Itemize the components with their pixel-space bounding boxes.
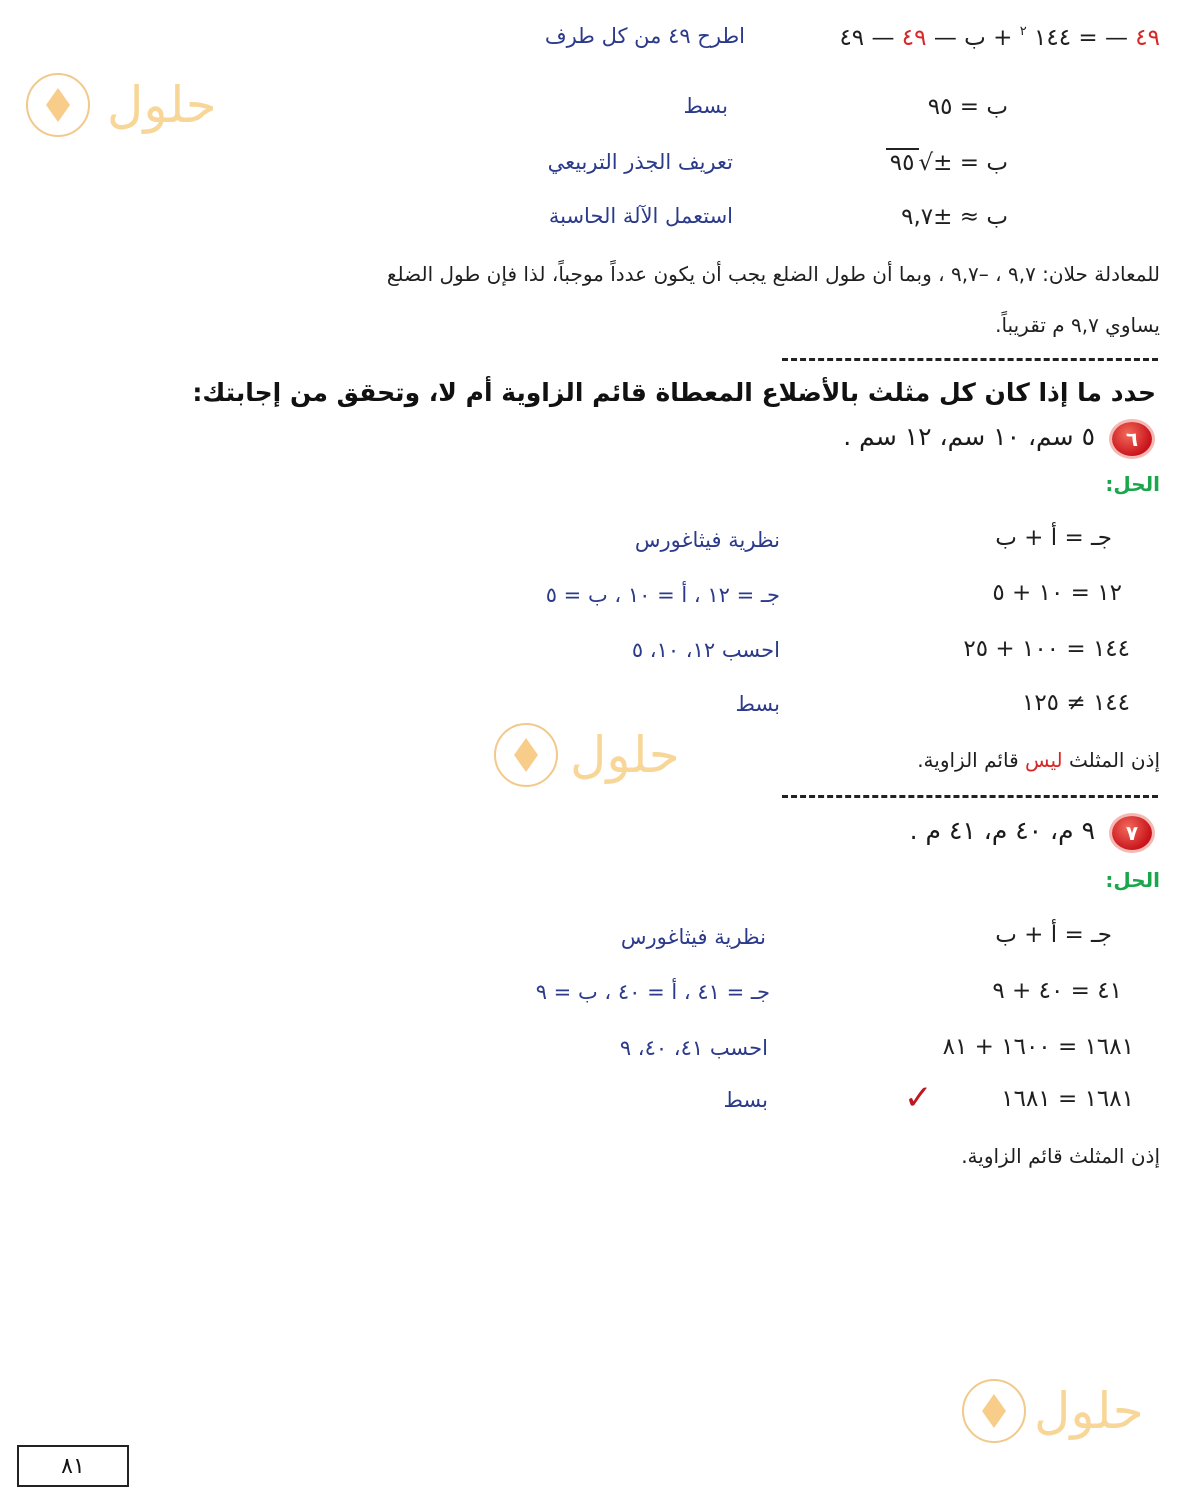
top-eq-line1-c: = ١٤٤ (1034, 25, 1098, 51)
problem-number-badge-6: ٦ (1112, 422, 1152, 456)
watermark-text: حلول (107, 76, 217, 134)
solution-label-6: الحل: (1105, 472, 1160, 496)
page-number: ٨١ (61, 1453, 85, 1479)
p7-row4-note: بسط (723, 1088, 768, 1112)
watermark-logo-icon (958, 1368, 1168, 1448)
watermark-logo-icon (22, 60, 232, 140)
top-eq-red-term-a: ٤٩ (901, 25, 927, 51)
top-paragraph-line1: للمعادلة حلان: ٩,٧ ، –٩,٧ ، وبما أن طول الضلع يجب أن يكون عدداً موجباً، لذا فإن طول الضلع (386, 262, 1160, 286)
p7-row1-note: نظرية فيثاغورس (620, 925, 766, 949)
p7-row1-eq: جـ = أ + ب (995, 922, 1112, 948)
p6-row1-note: نظرية فيثاغورس (634, 528, 780, 552)
top-eq-line1-b: + ب (964, 25, 1013, 51)
watermark-text: حلول (570, 726, 680, 784)
check-icon: ✓ (904, 1078, 933, 1118)
p7-row3-note: احسب ٤١، ٤٠، ٩ (619, 1036, 768, 1060)
page-number-box (17, 1445, 129, 1487)
problem-number-badge-7: ٧ (1112, 816, 1152, 850)
p6-row3-note: احسب ١٢، ١٠، ٥ (631, 638, 780, 662)
top-eq-line1: ٤٩ — = ١٤٤ $^٢$ + ب — ٤٩ — ٤٩ (839, 24, 1160, 51)
p7-row2-eq: ٤١ = ٤٠ + ٩ (992, 978, 1122, 1004)
top-paragraph-line2: يساوي ٩,٧ م تقريباً. (995, 313, 1160, 337)
p7-row2-note: جـ = ٤١ ، أ = ٤٠ ، ب = ٩ (535, 980, 770, 1004)
watermark-logo-top (22, 60, 232, 144)
watermark-logo-icon (490, 712, 700, 792)
top-eq-line1-a: ٤٩ (839, 25, 865, 51)
top-note-line1: اطرح ٤٩ من كل طرف (544, 24, 745, 48)
p6-conclusion-not: ليس (1024, 748, 1063, 772)
p6-row2-eq: ١٢ = ١٠ + ٥ (992, 580, 1122, 606)
top-eq-line3: ب = ±√٩٥ (886, 150, 1008, 176)
top-note-line3: تعريف الجذر التربيعي (547, 150, 733, 174)
problem-statement-6: ٥ سم، ١٠ سم، ١٢ سم . (843, 422, 1095, 451)
p7-row3-eq: ١٦٨١ = ١٦٠٠ + ٨١ (942, 1034, 1134, 1060)
exercise-heading: حدد ما إذا كان كل مثلث بالأضلاع المعطاة قائم الزاوية أم لا، وتحقق من إجابتك: (192, 378, 1156, 407)
p6-conclusion-prefix: إذن المثلث (1068, 748, 1160, 772)
p7-row4-eq: ١٦٨١ = ١٦٨١ (1001, 1086, 1134, 1112)
p6-conclusion (917, 748, 1160, 772)
top-eq-line3-left: ب = ± (933, 150, 1008, 176)
p6-conclusion-suffix: قائم الزاوية. (917, 748, 1019, 772)
top-eq-line3-radicand: ٩٥ (886, 148, 919, 176)
p7-conclusion: إذن المثلث قائم الزاوية. (961, 1144, 1160, 1168)
p6-row4-note: بسط (735, 692, 780, 716)
solution-label-7: الحل: (1105, 868, 1160, 892)
top-eq-line2: ب = ٩٥ (927, 94, 1008, 120)
watermark-text: حلول (1034, 1382, 1144, 1440)
p6-row2-note: جـ = ١٢ ، أ = ١٠ ، ب = ٥ (545, 583, 780, 607)
top-note-line2: بسط (683, 94, 728, 118)
divider-middle (782, 795, 1158, 798)
p6-row1-eq: جـ = أ + ب (995, 525, 1112, 551)
watermark-logo-bottom (958, 1368, 1168, 1452)
p6-row3-eq: ١٤٤ = ١٠٠ + ٢٥ (963, 636, 1130, 662)
top-note-line4: استعمل الآلة الحاسبة (548, 204, 733, 228)
top-eq-line4: ب ≈ ±٩,٧ (901, 204, 1008, 230)
watermark-logo-middle (490, 712, 700, 796)
divider-top (782, 358, 1158, 361)
top-eq-red-term-b: ٤٩ (1135, 25, 1160, 51)
problem-statement-7: ٩ م، ٤٠ م، ٤١ م . (909, 816, 1095, 845)
p6-row4-eq: ١٤٤ ≠ ١٢٥ (1021, 690, 1130, 716)
